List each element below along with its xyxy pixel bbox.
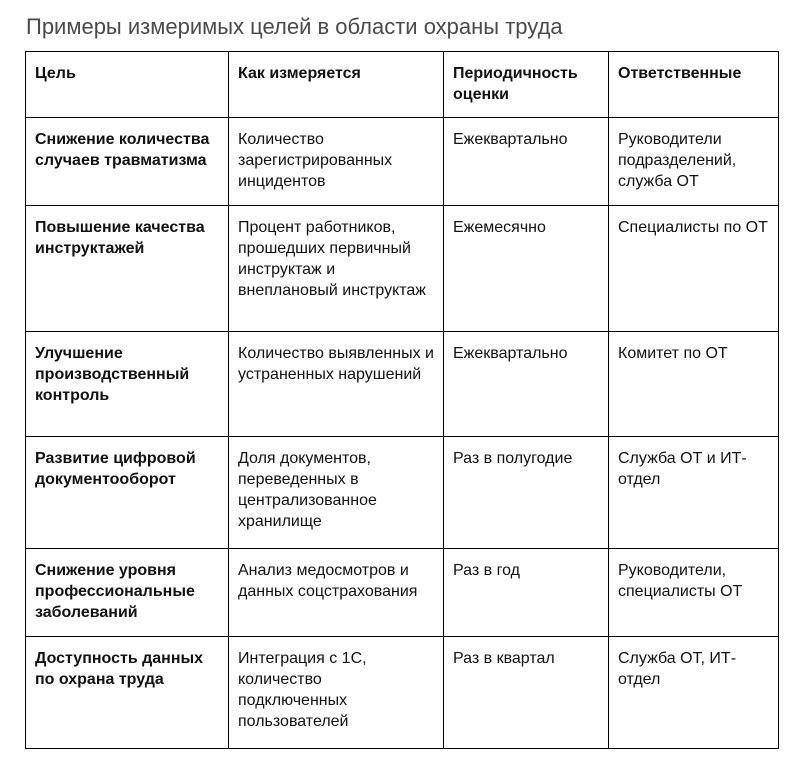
- table-header-row: [26, 52, 779, 118]
- responsible-cell: Служба ОТ и ИТ-отдел: [609, 437, 779, 549]
- measure-cell: Процент работников, прошедших первичный инструктаж и внеплановый инструктаж: [229, 206, 444, 332]
- goals-table: [25, 51, 779, 749]
- responsible-cell: Специалисты по ОТ: [609, 206, 779, 332]
- responsible-cell: Служба ОТ, ИТ-отдел: [609, 637, 779, 749]
- goal-cell: Снижение уровня профессиональные заболеваний: [26, 549, 229, 637]
- frequency-cell: Ежемесячно: [444, 206, 609, 332]
- measure-cell: Интеграция с 1С, количество подключенных пользователей: [229, 637, 444, 749]
- goal-cell: Повышение качества инструктажей: [26, 206, 229, 332]
- responsible-cell: Руководители, специалисты ОТ: [609, 549, 779, 637]
- measure-cell: Анализ медосмотров и данных соцстрахования: [229, 549, 444, 637]
- measure-cell: Количество зарегистрированных инцидентов: [229, 118, 444, 206]
- table-row: [26, 206, 779, 332]
- frequency-cell: Раз в год: [444, 549, 609, 637]
- frequency-cell: Ежеквартально: [444, 332, 609, 437]
- goal-cell: Улучшение производственный контроль: [26, 332, 229, 437]
- responsible-cell: Комитет по ОТ: [609, 332, 779, 437]
- frequency-cell: Раз в полугодие: [444, 437, 609, 549]
- goal-cell: Доступность данных по охрана труда: [26, 637, 229, 749]
- table-row: [26, 437, 779, 549]
- column-header-responsible: Ответственные: [609, 52, 779, 118]
- measure-cell: Доля документов, переведенных в централизованное хранилище: [229, 437, 444, 549]
- responsible-cell: Руководители подразделений, служба ОТ: [609, 118, 779, 206]
- column-header-frequency: Периодичность оценки: [444, 52, 609, 118]
- table-row: [26, 637, 779, 749]
- column-header-measure: Как измеряется: [229, 52, 444, 118]
- table-row: [26, 332, 779, 437]
- table-row: [26, 549, 779, 637]
- table-row: [26, 118, 779, 206]
- column-header-goal: Цель: [26, 52, 229, 118]
- goal-cell: Развитие цифровой документооборот: [26, 437, 229, 549]
- frequency-cell: Раз в квартал: [444, 637, 609, 749]
- page-title: Примеры измеримых целей в области охраны труда: [26, 14, 563, 39]
- measure-cell: Количество выявленных и устраненных нарушений: [229, 332, 444, 437]
- frequency-cell: Ежеквартально: [444, 118, 609, 206]
- goal-cell: Снижение количества случаев травматизма: [26, 118, 229, 206]
